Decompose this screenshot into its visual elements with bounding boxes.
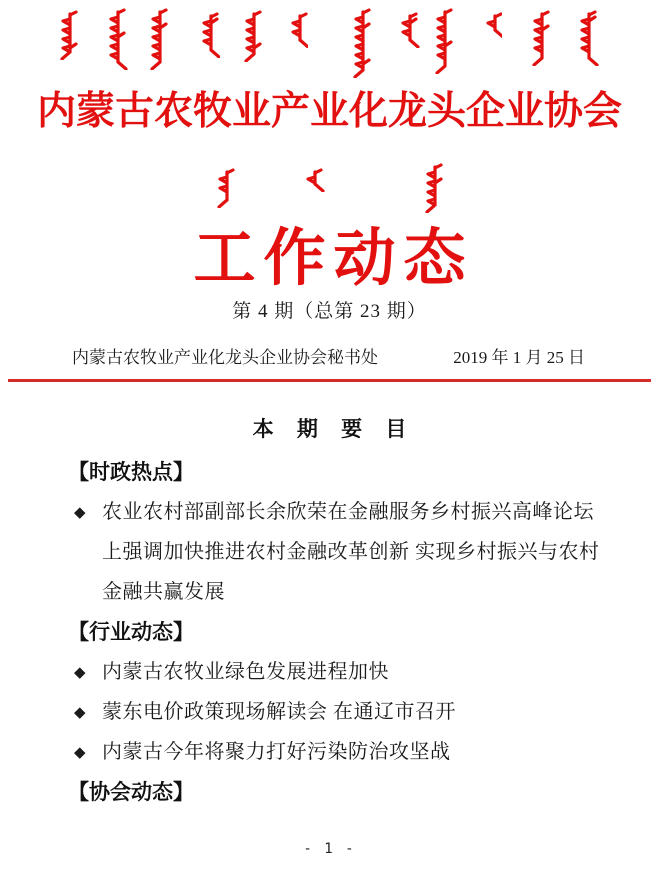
mongolian-script-icon	[212, 168, 238, 208]
masthead-divider-rule	[8, 379, 651, 382]
mongolian-script-icon	[528, 10, 552, 66]
section-title-association: 【协会动态】	[68, 780, 194, 804]
mongolian-script-icon	[420, 163, 446, 213]
toc	[68, 452, 623, 812]
mongolian-script-icon	[298, 168, 328, 192]
list-item-text: 内蒙古今年将聚力打好污染防治攻坚战	[102, 741, 451, 763]
toc-heading: 本 期 要 目	[252, 417, 416, 441]
list-item	[68, 732, 623, 772]
list-item-text: 金融共赢发展	[102, 581, 225, 603]
list-item-text: 内蒙古农牧业绿色发展进程加快	[102, 661, 389, 683]
diamond-bullet-icon: ◆	[74, 663, 87, 681]
list-item-text: 上强调加快推进农村金融改革创新 实现乡村振兴与农村	[102, 541, 600, 563]
mongolian-script-icon	[103, 8, 129, 70]
list-item	[68, 692, 623, 732]
mongolian-script-icon	[430, 8, 456, 74]
mongolian-script-icon	[145, 8, 171, 70]
diamond-bullet-icon: ◆	[74, 703, 87, 721]
list-item-text: 农业农村部副部长余欣荣在金融服务乡村振兴高峰论坛	[102, 501, 594, 523]
page-number: - 1 -	[303, 841, 356, 857]
bulletin-title: 工作动态	[193, 225, 474, 293]
list-item-continuation	[68, 532, 623, 572]
section-title-politics: 【时政热点】	[68, 460, 194, 484]
mongolian-script-icon	[348, 8, 374, 78]
list-item	[68, 492, 623, 532]
mongolian-script-icon	[288, 12, 308, 48]
mongolian-script-icon	[395, 12, 421, 48]
org-title: 内蒙古农牧业产业化龙头企业协会	[36, 90, 622, 133]
mongolian-script-icon	[484, 12, 502, 38]
list-item-continuation	[68, 572, 623, 612]
diamond-bullet-icon: ◆	[74, 743, 87, 761]
publish-date: 2019 年 1 月 25 日	[453, 348, 585, 367]
mongolian-script-icon	[198, 12, 220, 58]
list-item	[68, 652, 623, 692]
list-item-text: 蒙东电价政策现场解读会 在通辽市召开	[102, 701, 456, 723]
publisher-name: 内蒙古农牧业产业化龙头企业协会秘书处	[72, 348, 378, 367]
mongolian-script-icon	[55, 10, 81, 60]
section-title-industry: 【行业动态】	[68, 620, 194, 644]
publisher-row	[72, 343, 585, 368]
mongolian-script-icon	[574, 10, 600, 66]
diamond-bullet-icon: ◆	[74, 503, 87, 521]
mongolian-script-icon	[240, 10, 264, 62]
issue-number-line: 第 4 期（总第 23 期）	[232, 301, 427, 322]
